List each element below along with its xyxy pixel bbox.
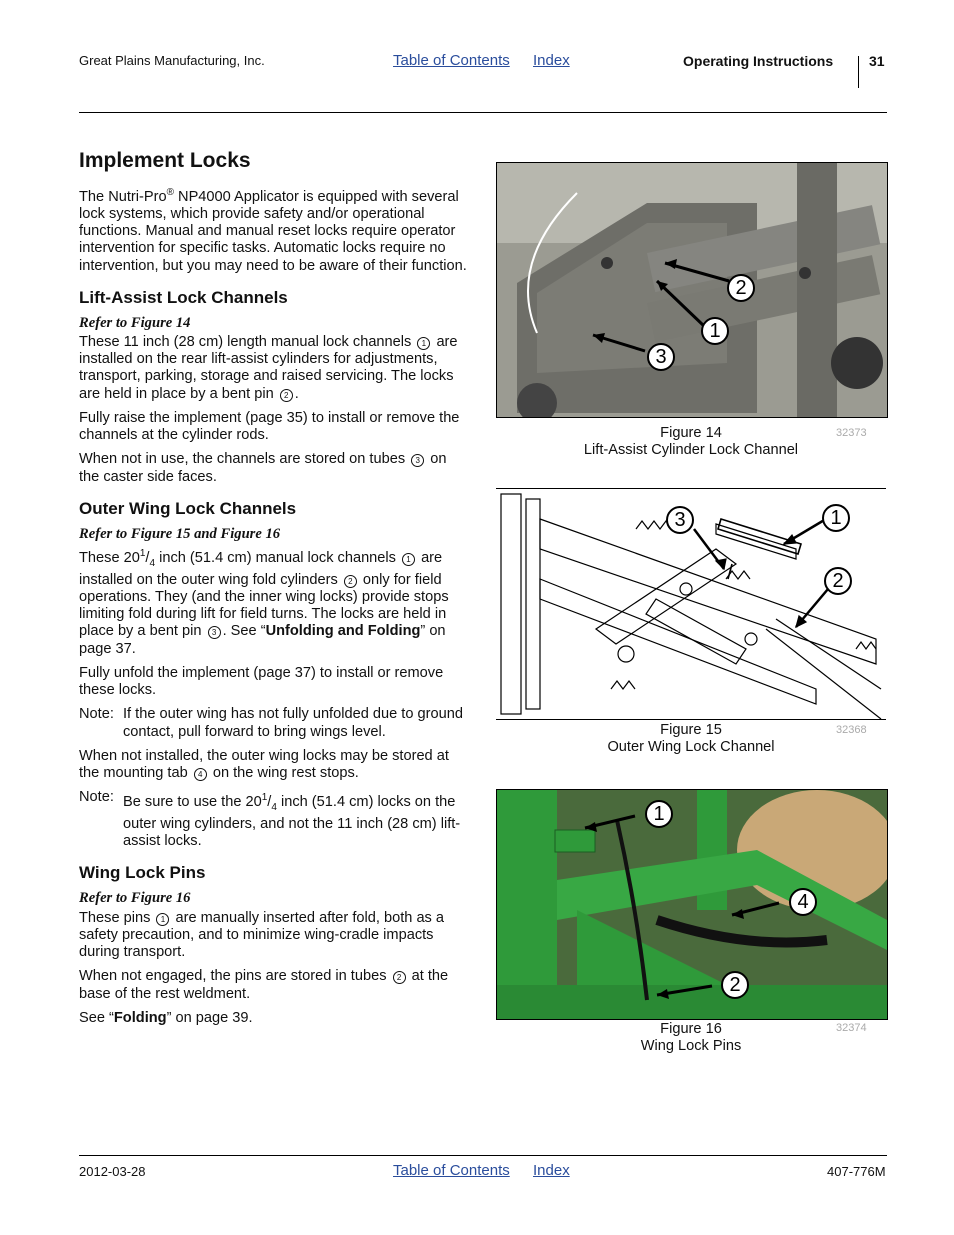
wing-pins-ref: Refer to Figure 16 [79,890,191,907]
figure-14-caption: Figure 14 Lift-Assist Cylinder Lock Channel [583,425,799,458]
figure-16-photo [496,789,888,1020]
figure-14-number: 32373 [836,427,867,439]
page-number: 31 [869,53,885,69]
header-divider [858,56,859,88]
callout-2: 2 [721,971,749,999]
outer-wing-p1: These $20^1/_4$ inch (51.4 cm) manual lock channels 1 are installed on the outer wing fold cylinders 2 only for field operations. They (and the inner wing locks) provide stops limiting fold during lift for field turns. The locks are held in place by a bent pin 3 . See “Unfolding and Folding” on page 37. [79,547,449,657]
note-2: Note: Be sure to use the $20^1/_4$ inch (51.4 cm) locks on the outer wing cylinders, and not the 11 inch (28 cm) lift-assist locks. [79,789,461,850]
lift-assist-heading: Lift-Assist Lock Channels [79,287,288,307]
wing-pins-illustration [497,790,887,1019]
wing-pins-p2: When not engaged, the pins are stored in tubes 2 at the base of the rest weldment. [79,968,449,1002]
lift-assist-ref: Refer to Figure 14 [79,314,191,331]
outer-wing-ref: Refer to Figure 15 and Figure 16 [79,525,281,542]
lift-assist-p3: When not in use, the channels are stored on tubes 3 on the caster side faces. [79,451,447,485]
note-1: Note: If the outer wing has not fully unfolded due to ground contact, pull forward to bring wings level. [79,706,463,740]
company-name: Great Plains Manufacturing, Inc. [79,53,265,68]
outer-wing-p3: When not installed, the outer wing locks may be stored at the mounting tab 4 on the wing rest stops. [79,747,449,781]
callout-1: 1 [822,504,850,532]
outer-wing-heading: Outer Wing Lock Channels [79,498,297,518]
page-title: Implement Locks [79,149,251,172]
callout-1: 1 [701,317,729,345]
section-title: Operating Instructions [683,53,834,69]
header-toc-link[interactable]: Table of Contents [393,52,510,69]
marker-1: 1 [417,337,430,350]
figure-16-caption: Figure 16 Wing Lock Pins [640,1021,742,1054]
lift-assist-p2: Fully raise the implement (page 35) to install or remove the channels at the cylinder rods. [79,409,460,444]
callout-2: 2 [824,567,852,595]
footer-rule [79,1155,887,1156]
callout-4: 4 [789,888,817,916]
callout-3: 3 [647,343,675,371]
figure-15-drawing [496,488,886,720]
outer-wing-p2: Fully unfold the implement (page 37) to install or remove these locks. [79,664,444,699]
header-rule [79,112,887,113]
figure-16-number: 32374 [836,1022,867,1034]
intro-paragraph: The Nutri-Pro® NP4000 Applicator is equipped with several lock systems, which provide safety and/or operational functions. Manual and manual reset locks require operator intervention for specific tasks. Automatic locks require no intervention, but you may need to be aware of their function. [79,187,467,274]
callout-1: 1 [645,800,673,828]
lift-assist-p1: These 11 inch (28 cm) length manual lock channels 1 are installed on the rear lift-assist cylinders for adjustments, transport, parking, storage and raised servicing. The locks are held in place by a bent pin 2 . [79,334,458,402]
callout-2: 2 [727,274,755,302]
text-column [79,148,469,1034]
header-index-link[interactable]: Index [533,52,570,69]
wing-pins-heading: Wing Lock Pins [79,863,206,883]
callout-3: 3 [666,506,694,534]
footer-date: 2012-03-28 [79,1164,146,1179]
footer-doc-number: 407-776M [827,1164,886,1179]
figure-14-photo [496,162,888,418]
figure-15-number: 32368 [836,724,867,736]
wing-pins-p3: See “Folding” on page 39. [79,1009,253,1026]
footer-toc-link[interactable]: Table of Contents [393,1162,510,1179]
lift-assist-illustration [497,163,887,417]
footer-index-link[interactable]: Index [533,1162,570,1179]
wing-pins-p1: These pins 1 are manually inserted after fold, both as a safety precaution, and to minimize wing-cradle impacts during transport. [79,909,445,961]
marker-2: 2 [280,389,293,402]
figure-15-caption: Figure 15 Outer Wing Lock Channel [607,722,775,755]
marker-3: 3 [411,454,424,467]
